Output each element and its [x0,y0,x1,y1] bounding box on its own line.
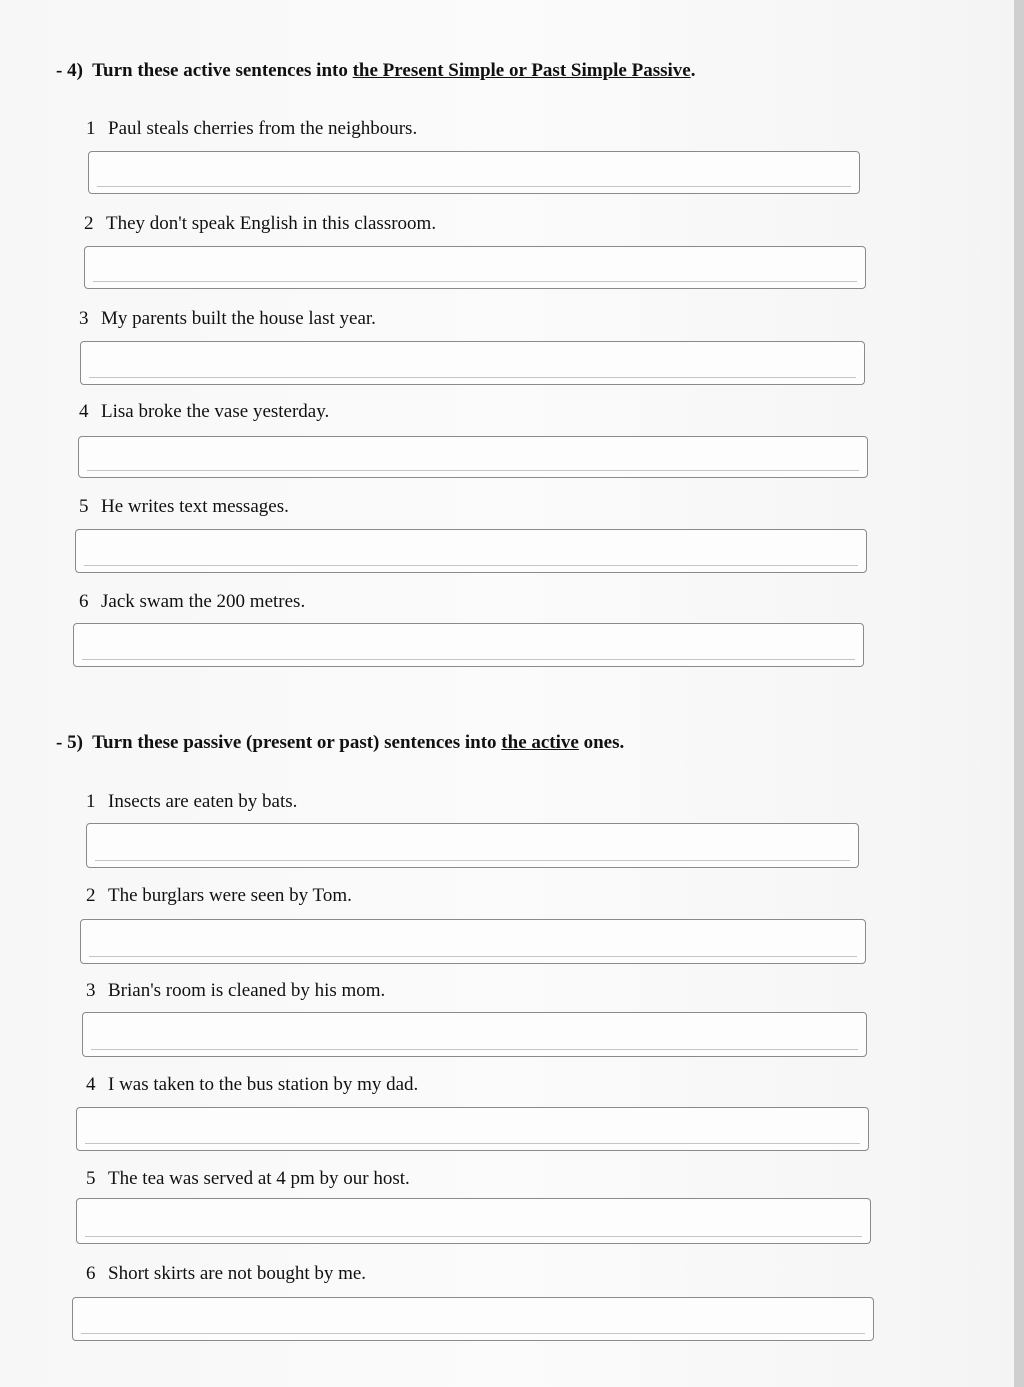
answer-box-5-6[interactable] [72,1297,874,1341]
question-4-6 [79,591,305,613]
question-number: 3 [86,980,96,1001]
question-number: 5 [86,1168,96,1189]
question-text: Insects are eaten by bats. [108,791,298,812]
question-text: The burglars were seen by Tom. [108,885,352,906]
answer-line [85,1236,862,1237]
question-number: 5 [79,496,89,517]
question-text: Short skirts are not bought by me. [108,1263,367,1284]
question-text: Jack swam the 200 metres. [101,591,306,612]
question-5-5 [86,1168,410,1190]
answer-box-4-4[interactable] [78,436,868,478]
question-text: The tea was served at 4 pm by our host. [108,1168,410,1189]
section-4-heading [56,60,695,82]
answer-line [81,1333,865,1334]
question-5-1 [86,791,297,813]
question-5-4 [86,1074,418,1096]
question-4-5 [79,496,289,518]
section-5-title-post: ones. [578,732,625,753]
question-text: Lisa broke the vase yesterday. [101,401,330,422]
answer-box-4-5[interactable] [75,529,867,573]
answer-line [89,956,857,957]
question-text: Paul steals cherries from the neighbours. [108,118,418,139]
question-number: 1 [86,118,96,139]
answer-line [82,659,855,660]
section-5-prefix: - 5) [56,732,83,753]
section-4-title-pre: Turn these active sentences into [92,60,353,81]
section-4-title-underlined: the Present Simple or Past Simple Passive [352,60,691,81]
question-4-1 [86,118,417,140]
question-text: Brian's room is cleaned by his mom. [108,980,386,1001]
answer-line [97,186,851,187]
answer-box-5-1[interactable] [86,823,859,868]
question-number: 1 [86,791,96,812]
question-text: They don't speak English in this classroom. [106,213,437,234]
question-number: 3 [79,308,89,329]
answer-line [84,565,858,566]
answer-line [85,1143,860,1144]
section-4-prefix: - 4) [56,60,83,81]
page-edge [1014,0,1024,1387]
answer-box-5-3[interactable] [82,1012,867,1057]
question-4-3 [79,308,376,330]
question-number: 6 [86,1263,96,1284]
answer-box-5-5[interactable] [76,1198,871,1244]
answer-box-5-4[interactable] [76,1107,869,1151]
question-number: 6 [79,591,89,612]
answer-line [95,860,850,861]
question-text: He writes text messages. [101,496,289,517]
answer-line [89,377,856,378]
question-5-6 [86,1263,366,1285]
answer-box-4-2[interactable] [84,246,866,289]
question-number: 4 [86,1074,96,1095]
answer-box-4-3[interactable] [80,341,865,385]
section-5-title-pre: Turn these passive (present or past) sentences into [92,732,502,753]
section-5-title-underlined: the active [501,732,579,753]
question-number: 2 [86,885,96,906]
answer-line [87,470,859,471]
question-text: I was taken to the bus station by my dad. [108,1074,419,1095]
question-5-2 [86,885,352,907]
answer-box-5-2[interactable] [80,919,866,964]
answer-box-4-1[interactable] [88,151,860,194]
section-5-heading [56,732,624,754]
answer-line [91,1049,858,1050]
section-4-title-post: . [690,60,696,81]
answer-line [93,281,857,282]
question-5-3 [86,980,385,1002]
question-number: 4 [79,401,89,422]
question-number: 2 [84,213,94,234]
question-text: My parents built the house last year. [101,308,376,329]
answer-box-4-6[interactable] [73,623,864,667]
question-4-4 [79,401,329,423]
question-4-2 [84,213,436,235]
